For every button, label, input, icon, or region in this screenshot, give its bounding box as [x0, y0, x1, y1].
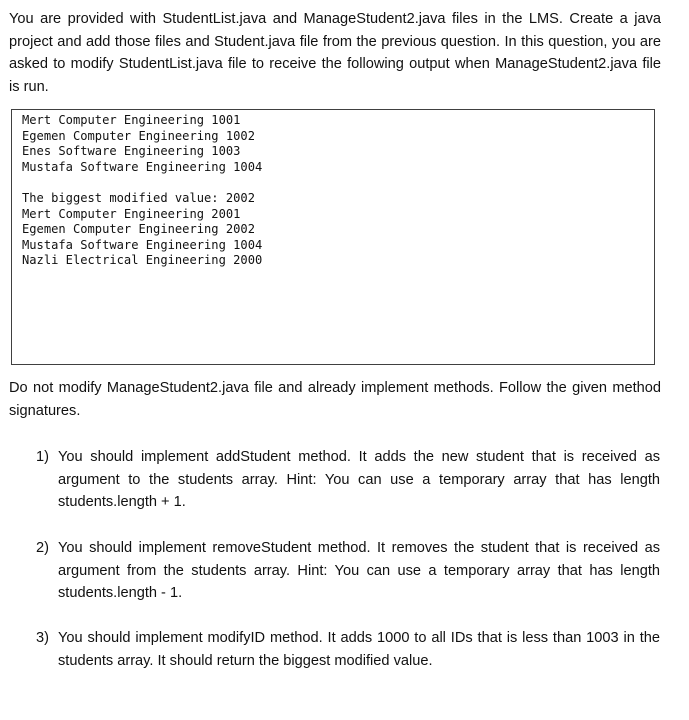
task-text: You should implement addStudent method. It adds the new student that is received as argument to the students array. Hint: You can use a temporary array that has length students.length + 1.	[58, 449, 660, 511]
task-text: You should implement modifyID method. It adds 1000 to all IDs that is less than 1003 in the students array. It should return the biggest modified value.	[58, 630, 660, 669]
task-number: 1)	[36, 449, 49, 465]
output-line: Egemen Computer Engineering 1002	[22, 128, 255, 143]
task-item-modify-id	[36, 627, 660, 672]
output-line: Mustafa Software Engineering 1004	[22, 237, 263, 252]
output-line: Nazli Electrical Engineering 2000	[22, 253, 263, 268]
output-line: Mert Computer Engineering 1001	[22, 113, 241, 127]
task-number: 2)	[36, 540, 49, 556]
notice-paragraph: Do not modify ManageStudent2.java file and already implement methods. Follow the given method signatures.	[9, 380, 661, 419]
output-line: Mustafa Software Engineering 1004	[22, 159, 263, 174]
intro-paragraph: You are provided with StudentList.java and ManageStudent2.java files in the LMS. Create a java project and add those files and Student.java file from the previous question. In this question, you are asked to modify StudentList.java file to receive the following output when ManageStudent2.java file is run.	[9, 11, 661, 95]
output-blank-line	[22, 175, 644, 191]
output-line: Enes Software Engineering 1003	[22, 144, 241, 159]
output-line: The biggest modified value: 2002	[22, 190, 255, 205]
output-line: Egemen Computer Engineering 2002	[22, 222, 255, 237]
task-item-add-student	[36, 446, 660, 514]
expected-output-box	[11, 109, 655, 365]
task-item-remove-student	[36, 537, 660, 605]
task-text: You should implement removeStudent method. It removes the student that is received as argument from the students array. Hint: You can use a temporary array that has length students.length - 1.	[58, 540, 660, 602]
task-number: 3)	[36, 630, 49, 646]
output-line: Mert Computer Engineering 2001	[22, 206, 241, 221]
